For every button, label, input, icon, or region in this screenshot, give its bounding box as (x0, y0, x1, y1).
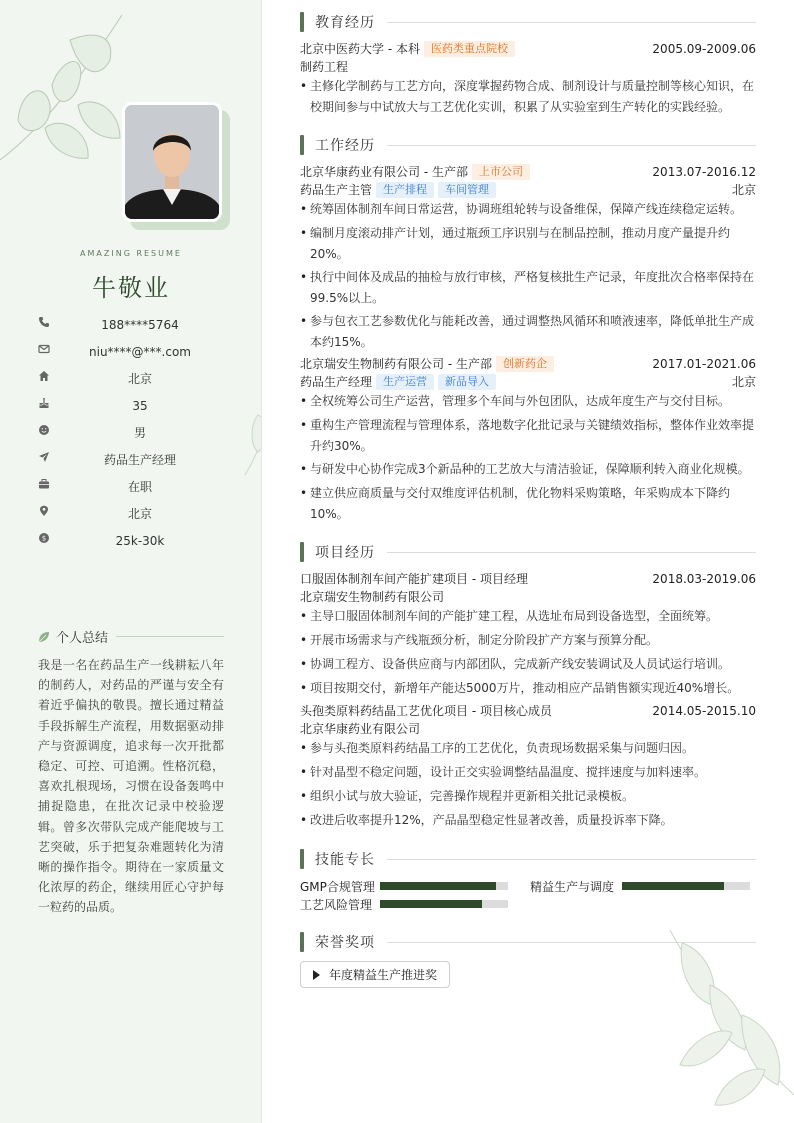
education-section-heading: 教育经历 (300, 12, 756, 32)
info-residence: 北京 (38, 365, 224, 392)
project-date: 2014.05-2015.10 (652, 704, 756, 718)
skill-bar (380, 900, 508, 908)
send-icon (38, 451, 50, 463)
leaf-decoration-icon (240, 360, 262, 480)
job-company-row (300, 163, 756, 181)
leaf-decoration-icon (660, 925, 794, 1123)
info-phone: 188****5764 (38, 311, 224, 338)
award-item (300, 961, 450, 988)
skills-section-heading: 技能专长 (300, 849, 756, 869)
project-bullet: • 开展市场需求与产线瓶颈分析，制定分阶段扩产方案与预算分配。 (300, 630, 756, 651)
project-org: 北京瑞安生物制药有限公司 (300, 590, 445, 604)
school-badge: 医药类重点院校 (424, 41, 515, 57)
info-age: 35 (38, 392, 224, 419)
education-date: 2005.09-2009.06 (652, 42, 756, 56)
project-row (300, 570, 756, 588)
company-name: 北京华康药业有限公司 - 生产部 (300, 165, 468, 179)
project-bullet: • 主导口服固体制剂车间的产能扩建工程，从选址布局到设备选型，全面统筹。 (300, 606, 756, 627)
job-position: 药品生产主管 (300, 183, 373, 197)
summary-text: 我是一名在药品生产一线耕耘八年的制药人，对药品的严谨与安全有着近乎偏执的敬畏。擅长通过精益手段拆解生产流程，用数据驱动排产与资源调度，追求每一次开批都稳定、可控、可追溯。性格沉稳，喜欢扎根现场，习惯在设备轰鸣中捕捉隐患，在批次记录中校验逻辑。曾多次带队完成产能爬坡与工艺突破，乐于把复杂难题转化为清晰的操作指令。期待在一家质量文化浓厚的药企，继续用匠心守护每一粒药的品质。 (38, 658, 224, 915)
skill-bar-fill (380, 882, 496, 890)
person-portrait-icon (125, 105, 219, 219)
summary-heading: 个人总结 (38, 627, 224, 646)
school-name: 北京中医药大学 - 本科 (300, 42, 420, 56)
info-email: niu****@***.com (38, 338, 224, 365)
info-target-city: 北京 (38, 500, 224, 527)
project-date: 2018.03-2019.06 (652, 572, 756, 586)
project-org: 北京华康药业有限公司 (300, 722, 421, 736)
job-city: 北京 (731, 183, 756, 197)
project-bullet: • 针对晶型不稳定问题，设计正交实验调整结晶温度、搅拌速度与加料速率。 (300, 762, 756, 783)
location-pin-icon (38, 505, 50, 517)
skill-item (300, 897, 372, 911)
job-date: 2017.01-2021.06 (652, 357, 756, 371)
project-section-heading: 项目经历 (300, 542, 756, 562)
job-bullet: • 编制月度滚动排产计划，通过瓶颈工序识别与在制品控制，推动月度产量提升约20%。 (300, 223, 756, 264)
job-position-row (300, 181, 756, 199)
job-bullet: • 建立供应商质量与交付双维度评估机制，优化物料采购策略，年采购成本下降约10%。 (300, 483, 756, 524)
job-tag: 车间管理 (438, 182, 496, 198)
project-name: 头孢类原料药结晶工艺优化项目 - 项目核心成员 (300, 704, 552, 718)
skill-bar (380, 882, 508, 890)
skill-item (530, 879, 614, 893)
info-gender: 男 (38, 419, 224, 446)
candidate-name: 牛敬业 (92, 274, 170, 302)
skill-bar (622, 882, 750, 890)
job-bullet: • 参与包衣工艺参数优化与能耗改善，通过调整热风循环和喷液速率，降低单批生产成本约15%。 (300, 311, 756, 352)
project-bullet: • 项目按期交付，新增年产能达5000万片，推动相应产品销售额实现近40%增长。 (300, 678, 756, 699)
job-position-row (300, 373, 756, 391)
contact-info-list (38, 311, 224, 554)
company-badge: 上市公司 (472, 164, 530, 180)
skill-bar-fill (380, 900, 482, 908)
sidebar (0, 0, 262, 1123)
job-bullet: • 统筹固体制剂车间日常运营，协调班组轮转与设备维保，保障产线连续稳定运转。 (300, 199, 756, 220)
skill-item (300, 879, 375, 893)
project-bullet: • 参与头孢类原料药结晶工序的工艺优化，负责现场数据采集与问题归因。 (300, 738, 756, 759)
smile-icon (38, 424, 50, 436)
skill-bar-fill (622, 882, 724, 890)
info-salary: $ 25k-30k (38, 527, 224, 554)
cake-icon (38, 397, 50, 409)
project-name: 口服固体制剂车间产能扩建项目 - 项目经理 (300, 572, 528, 586)
job-company-row (300, 355, 756, 373)
phone-icon (38, 316, 50, 328)
job-bullet: • 与研发中心协作完成3个新品种的工艺放大与清洁验证，保障顺利转入商业化规模。 (300, 459, 756, 480)
company-name: 北京瑞安生物制药有限公司 - 生产部 (300, 357, 492, 371)
work-section-heading: 工作经历 (300, 135, 756, 155)
home-icon (38, 370, 50, 382)
leaf-icon (38, 631, 50, 643)
job-tag: 新品导入 (438, 374, 496, 390)
job-bullet: • 执行中间体及成品的抽检与放行审核，严格复核批生产记录，年度批次合格率保持在99.5%以上。 (300, 267, 756, 308)
education-major: 制药工程 (300, 60, 349, 74)
skill-name: GMP合规管理 (300, 879, 375, 894)
job-tag: 生产运营 (376, 374, 434, 390)
resume-tagline: AMAZING RESUME (80, 249, 182, 258)
project-bullet: • 协调工程方、设备供应商与内部团队，完成新产线安装调试及人员试运行培训。 (300, 654, 756, 675)
play-triangle-icon (313, 970, 320, 980)
job-date: 2013.07-2016.12 (652, 165, 756, 179)
honors-section-heading: 荣誉奖项 (300, 932, 756, 952)
profile-photo (122, 102, 222, 222)
education-row (300, 40, 756, 58)
job-tag: 生产排程 (376, 182, 434, 198)
avatar (122, 102, 222, 222)
job-bullet: • 全权统筹公司生产运营，管理多个车间与外包团队，达成年度生产与交付目标。 (300, 391, 756, 412)
award-name: 年度精益生产推进奖 (329, 968, 438, 982)
info-status: 在职 (38, 473, 224, 500)
skill-name: 精益生产与调度 (530, 879, 615, 894)
job-position: 药品生产经理 (300, 375, 373, 389)
company-badge: 创新药企 (496, 356, 554, 372)
job-city: 北京 (731, 375, 756, 389)
education-bullet: • 主修化学制药与工艺方向，深度掌握药物合成、制剂设计与质量控制等核心知识，在校期间参与中试放大与工艺优化实训，积累了从实验室到生产转化的实践经验。 (300, 76, 756, 117)
info-target-position: 药品生产经理 (38, 446, 224, 473)
project-row (300, 702, 756, 720)
project-bullet: • 改进后收率提升12%，产品晶型稳定性显著改善，质量投诉率下降。 (300, 810, 756, 831)
mail-icon (38, 343, 50, 355)
leaf-decoration-icon (0, 10, 135, 180)
briefcase-icon (38, 478, 50, 490)
svg-text:$: $ (41, 534, 47, 543)
project-bullet: • 组织小试与放大验证，完善操作规程并更新相关批记录模板。 (300, 786, 756, 807)
money-icon (38, 532, 50, 544)
job-bullet: • 重构生产管理流程与管理体系，落地数字化批记录与关键绩效指标，整体作业效率提升约30%。 (300, 415, 756, 456)
skill-name: 工艺风险管理 (300, 897, 373, 912)
